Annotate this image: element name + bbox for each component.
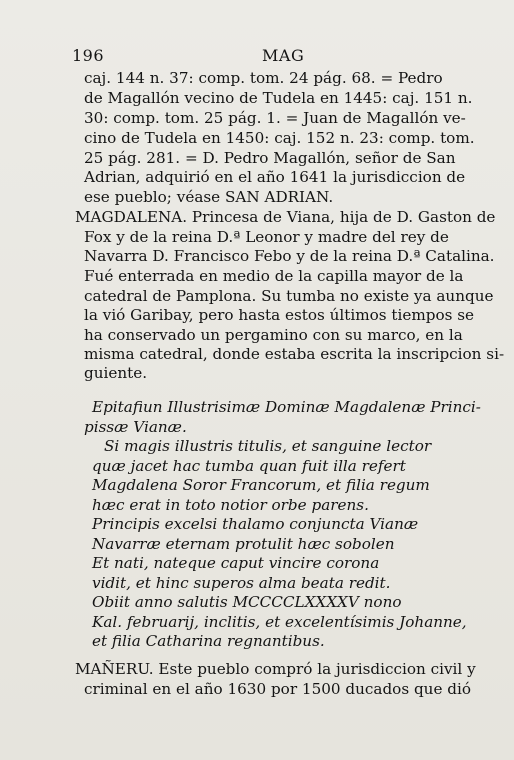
epitaph-verse: Principis excelsi thalamo conjuncta Vianæ <box>92 515 419 533</box>
text-line: Adrian, adquirió en el año 1641 la jurisdiccion de <box>84 168 466 186</box>
epitaph-verse: et filia Catharina regnantibus. <box>92 632 325 650</box>
text-line: cino de Tudela en 1450: caj. 152 n. 23: comp. tom. <box>84 129 475 147</box>
epitaph-title: pissæ Vianæ. <box>84 418 187 436</box>
epitaph-verse: hæc erat in toto notior orbe parens. <box>92 496 369 514</box>
epitaph-verse: Kal. februarij, inclitis, et excelentísimis Johanne, <box>92 613 467 631</box>
entry-heading: MAGDALENA. <box>75 208 188 226</box>
epitaph-verse: Et nati, nateque caput vincire corona <box>92 554 380 572</box>
text-line: de Magallón vecino de Tudela en 1445: caj. 151 n. <box>84 89 473 107</box>
text-line: 25 pág. 281. = D. Pedro Magallón, señor de San <box>84 149 456 167</box>
text-line: Este pueblo compró la jurisdiccion civil y <box>153 660 476 678</box>
entry-first-line <box>75 660 476 679</box>
epitaph-verse: Magdalena Soror Francorum, et filia regum <box>92 476 430 494</box>
epitaph-verse: Obiit anno salutis MCCCCLXXXXV nono <box>92 593 402 611</box>
text-line: guiente. <box>84 364 148 382</box>
epitaph-verse: vidit, et hinc superos alma beata redit. <box>92 574 391 592</box>
epitaph-verse: Navarræ eternam protulit hæc sobolen <box>92 535 395 553</box>
text-line: misma catedral, donde estaba escrita la inscripcion si- <box>84 345 505 363</box>
text-line: criminal en el año 1630 por 1500 ducados que dió <box>84 680 471 698</box>
text-line: Princesa de Viana, hija de D. Gaston de <box>187 208 496 226</box>
epitaph-title: Epitafiun Illustrisimæ Dominæ Magdalenæ Princi- <box>92 398 481 416</box>
running-title: MAG <box>262 46 305 65</box>
text-line: ha conservado un pergamino con su marco, en la <box>84 326 463 344</box>
page-number: 196 <box>72 46 105 65</box>
text-line: Navarra D. Francisco Febo y de la reina D.ª Catalina. <box>84 247 495 265</box>
text-line: Fox y de la reina D.ª Leonor y madre del rey de <box>84 228 449 246</box>
epitaph-verse: Si magis illustris titulis, et sanguine lector <box>104 437 432 455</box>
text-line: 30: comp. tom. 25 pág. 1. = Juan de Magallón ve- <box>84 109 466 127</box>
entry-heading: MAÑERU. <box>75 660 154 678</box>
text-line: la vió Garibay, pero hasta estos últimos tiempos se <box>84 306 475 324</box>
text-line: Fué enterrada en medio de la capilla mayor de la <box>84 267 464 285</box>
entry-first-line <box>75 208 495 227</box>
text-line: ese pueblo; véase SAN ADRIAN. <box>84 188 334 206</box>
text-line: caj. 144 n. 37: comp. tom. 24 pág. 68. = Pedro <box>84 69 443 87</box>
text-line: catedral de Pamplona. Su tumba no existe ya aunque <box>84 287 494 305</box>
epitaph-verse: quæ jacet hac tumba quan fuit illa refert <box>92 457 406 475</box>
